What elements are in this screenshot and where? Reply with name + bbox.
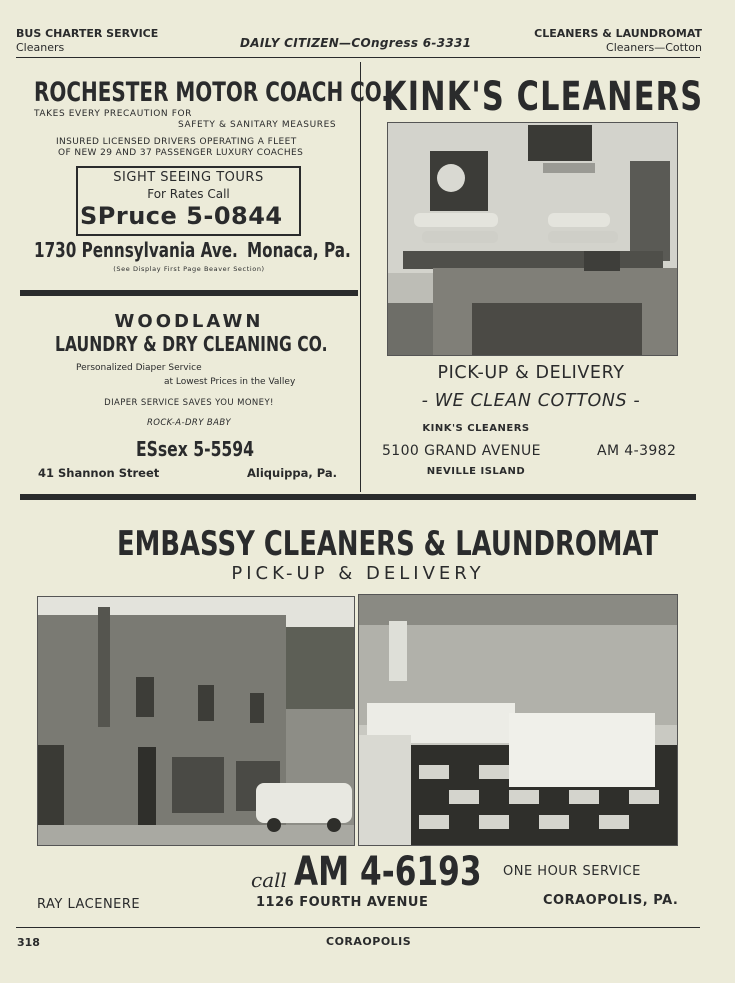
kinks-tagline1: PICK-UP & DELIVERY (437, 363, 625, 383)
kinks-photo-illustration (388, 123, 677, 355)
kinks-address: 5100 GRAND AVENUE (382, 443, 541, 459)
kinks-name: KINK'S CLEANERS (383, 74, 704, 120)
header-center: DAILY CITIZEN—COngress 6-3331 (240, 36, 472, 50)
header-left-sub: Cleaners (16, 41, 65, 54)
embassy-address: 1126 FOURTH AVENUE (256, 895, 429, 910)
woodlawn-line4: ROCK-A-DRY BABY (146, 418, 232, 428)
woodlawn-line2: at Lowest Prices in the Valley (164, 377, 296, 387)
column-divider (360, 62, 361, 492)
woodlawn-line3: DIAPER SERVICE SAVES YOU MONEY! (104, 398, 274, 408)
header-rule (16, 57, 700, 58)
rochester-city: Monaca, Pa. (247, 238, 351, 262)
embassy-service: ONE HOUR SERVICE (503, 864, 641, 879)
embassy-laundromat-photo (358, 594, 678, 846)
woodlawn-phone: ESsex 5-5594 (136, 437, 254, 461)
woodlawn-city: Aliquippa, Pa. (247, 466, 337, 480)
kinks-phone: AM 4-3982 (597, 443, 677, 459)
rochester-line4: OF NEW 29 AND 37 PASSENGER LUXURY COACHES (58, 148, 304, 158)
woodlawn-name1: WOODLAWN (114, 311, 264, 332)
embassy-phone: AM 4-6193 (294, 849, 482, 895)
woodlawn-name2: LAUNDRY & DRY CLEANING CO. (55, 332, 328, 356)
embassy-owner: RAY LACENERE (37, 897, 141, 912)
section-divider (20, 494, 696, 500)
woodlawn-line1: Personalized Diaper Service (76, 363, 202, 373)
rochester-note: (See Display First Page Beaver Section) (113, 265, 265, 273)
embassy-call-word: call (251, 868, 287, 892)
footer-rule (16, 927, 700, 928)
rochester-phone: SPruce 5-0844 (80, 202, 283, 230)
rochester-line2: SAFETY & SANITARY MEASURES (178, 120, 337, 130)
embassy-laundromat-illustration (359, 595, 677, 845)
rochester-bottom-bar (20, 290, 358, 296)
kinks-tagline2: - WE CLEAN COTTONS - (421, 391, 641, 411)
embassy-storefront-photo (37, 596, 355, 846)
header-left-title: BUS CHARTER SERVICE (16, 27, 159, 40)
header-right-title: CLEANERS & LAUNDROMAT (534, 27, 702, 40)
rochester-box-line1: SIGHT SEEING TOURS (113, 170, 264, 185)
rochester-line3: INSURED LICENSED DRIVERS OPERATING A FLEET (56, 137, 297, 147)
embassy-tagline: PICK-UP & DELIVERY (231, 563, 485, 584)
rochester-address: 1730 Pennsylvania Ave. (34, 238, 238, 262)
woodlawn-address: 41 Shannon Street (38, 466, 160, 480)
rochester-box-line2: For Rates Call (147, 187, 230, 201)
header-right-sub: Cleaners—Cotton (606, 41, 702, 54)
kinks-small-name: KINK'S CLEANERS (422, 423, 530, 434)
footer-page-number: 318 (17, 936, 40, 949)
embassy-name: EMBASSY CLEANERS & LAUNDROMAT (117, 524, 659, 564)
kinks-shop-photo (387, 122, 678, 356)
embassy-city: CORAOPOLIS, PA. (543, 893, 679, 908)
kinks-location: NEVILLE ISLAND (426, 466, 526, 477)
rochester-name: ROCHESTER MOTOR COACH CO. (34, 77, 389, 108)
embassy-storefront-illustration (38, 597, 354, 845)
rochester-line1: TAKES EVERY PRECAUTION FOR (34, 109, 193, 119)
footer-town: CORAOPOLIS (326, 935, 412, 948)
